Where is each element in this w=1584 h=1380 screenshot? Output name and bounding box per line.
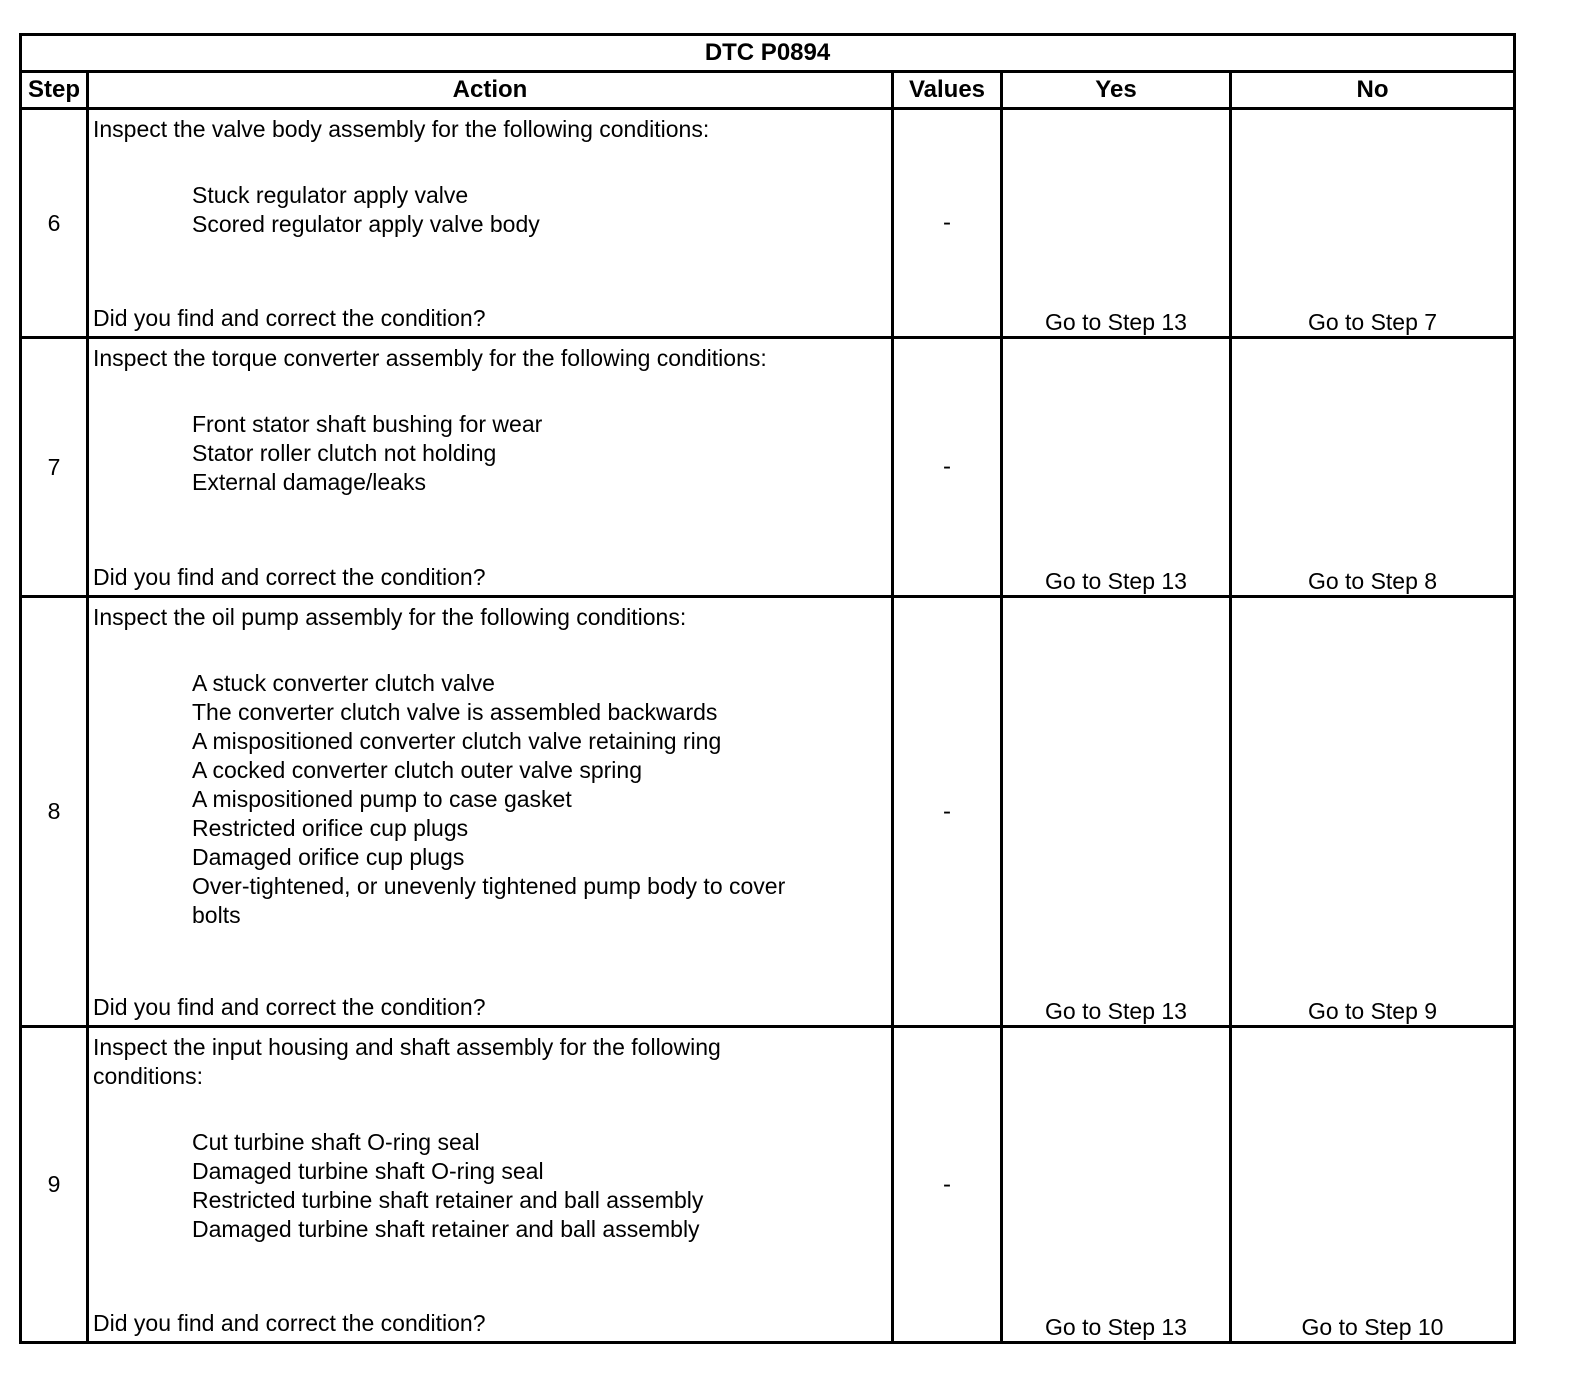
action-question: Did you find and correct the condition? xyxy=(93,564,486,590)
action-cell xyxy=(88,597,893,1027)
condition-item: A cocked converter clutch outer valve spring xyxy=(192,757,643,783)
condition-item: External damage/leaks xyxy=(192,469,426,495)
values-cell: - xyxy=(893,1027,1002,1343)
yes-cell: Go to Step 13 xyxy=(1002,109,1231,338)
condition-item: Stuck regulator apply valve xyxy=(192,182,469,208)
yes-cell: Go to Step 13 xyxy=(1002,597,1231,1027)
condition-item: Scored regulator apply valve body xyxy=(192,211,540,237)
step-row-6 xyxy=(21,109,1515,338)
header-values: Values xyxy=(893,72,1002,109)
header-step: Step xyxy=(21,72,88,109)
step-number: 6 xyxy=(21,109,88,338)
table-title: DTC P0894 xyxy=(21,35,1515,72)
no-cell: Go to Step 7 xyxy=(1231,109,1515,338)
condition-item: A stuck converter clutch valve xyxy=(192,670,495,696)
condition-list xyxy=(89,410,891,497)
action-cell xyxy=(88,109,893,338)
condition-item: Over-tightened, or unevenly tightened pump body to cover bolts xyxy=(192,873,786,928)
action-intro: Inspect the oil pump assembly for the following conditions: xyxy=(93,604,687,630)
condition-item: A mispositioned converter clutch valve retaining ring xyxy=(192,728,722,754)
condition-item: Stator roller clutch not holding xyxy=(192,440,497,466)
no-cell: Go to Step 8 xyxy=(1231,338,1515,597)
condition-item: Damaged turbine shaft retainer and ball assembly xyxy=(192,1216,700,1242)
no-cell: Go to Step 10 xyxy=(1231,1027,1515,1343)
yes-cell: Go to Step 13 xyxy=(1002,338,1231,597)
action-question: Did you find and correct the condition? xyxy=(93,305,486,331)
no-cell: Go to Step 9 xyxy=(1231,597,1515,1027)
action-question: Did you find and correct the condition? xyxy=(93,1310,486,1336)
values-cell: - xyxy=(893,597,1002,1027)
step-row-7 xyxy=(21,338,1515,597)
action-cell xyxy=(88,1027,893,1343)
condition-item: Damaged turbine shaft O-ring seal xyxy=(192,1158,544,1184)
yes-cell: Go to Step 13 xyxy=(1002,1027,1231,1343)
condition-item: Cut turbine shaft O-ring seal xyxy=(192,1129,480,1155)
action-cell xyxy=(88,338,893,597)
condition-item: Restricted turbine shaft retainer and ball assembly xyxy=(192,1187,704,1213)
action-intro: Inspect the torque converter assembly for the following conditions: xyxy=(93,345,767,371)
condition-list xyxy=(89,1128,891,1244)
condition-item: A mispositioned pump to case gasket xyxy=(192,786,572,812)
condition-item: Damaged orifice cup plugs xyxy=(192,844,465,870)
condition-item: The converter clutch valve is assembled backwards xyxy=(192,699,718,725)
values-cell: - xyxy=(893,109,1002,338)
header-yes: Yes xyxy=(1002,72,1231,109)
action-question: Did you find and correct the condition? xyxy=(93,994,486,1020)
step-number: 8 xyxy=(21,597,88,1027)
header-action: Action xyxy=(88,72,893,109)
step-row-9 xyxy=(21,1027,1515,1343)
condition-list xyxy=(89,669,891,930)
condition-list xyxy=(89,181,891,239)
step-number: 9 xyxy=(21,1027,88,1343)
action-intro: Inspect the input housing and shaft assembly for the following conditions: xyxy=(93,1034,721,1089)
step-number: 7 xyxy=(21,338,88,597)
condition-item: Restricted orifice cup plugs xyxy=(192,815,469,841)
action-intro: Inspect the valve body assembly for the following conditions: xyxy=(93,116,710,142)
condition-item: Front stator shaft bushing for wear xyxy=(192,411,543,437)
step-row-8 xyxy=(21,597,1515,1027)
values-cell: - xyxy=(893,338,1002,597)
dtc-table xyxy=(19,33,1516,1344)
header-no: No xyxy=(1231,72,1515,109)
